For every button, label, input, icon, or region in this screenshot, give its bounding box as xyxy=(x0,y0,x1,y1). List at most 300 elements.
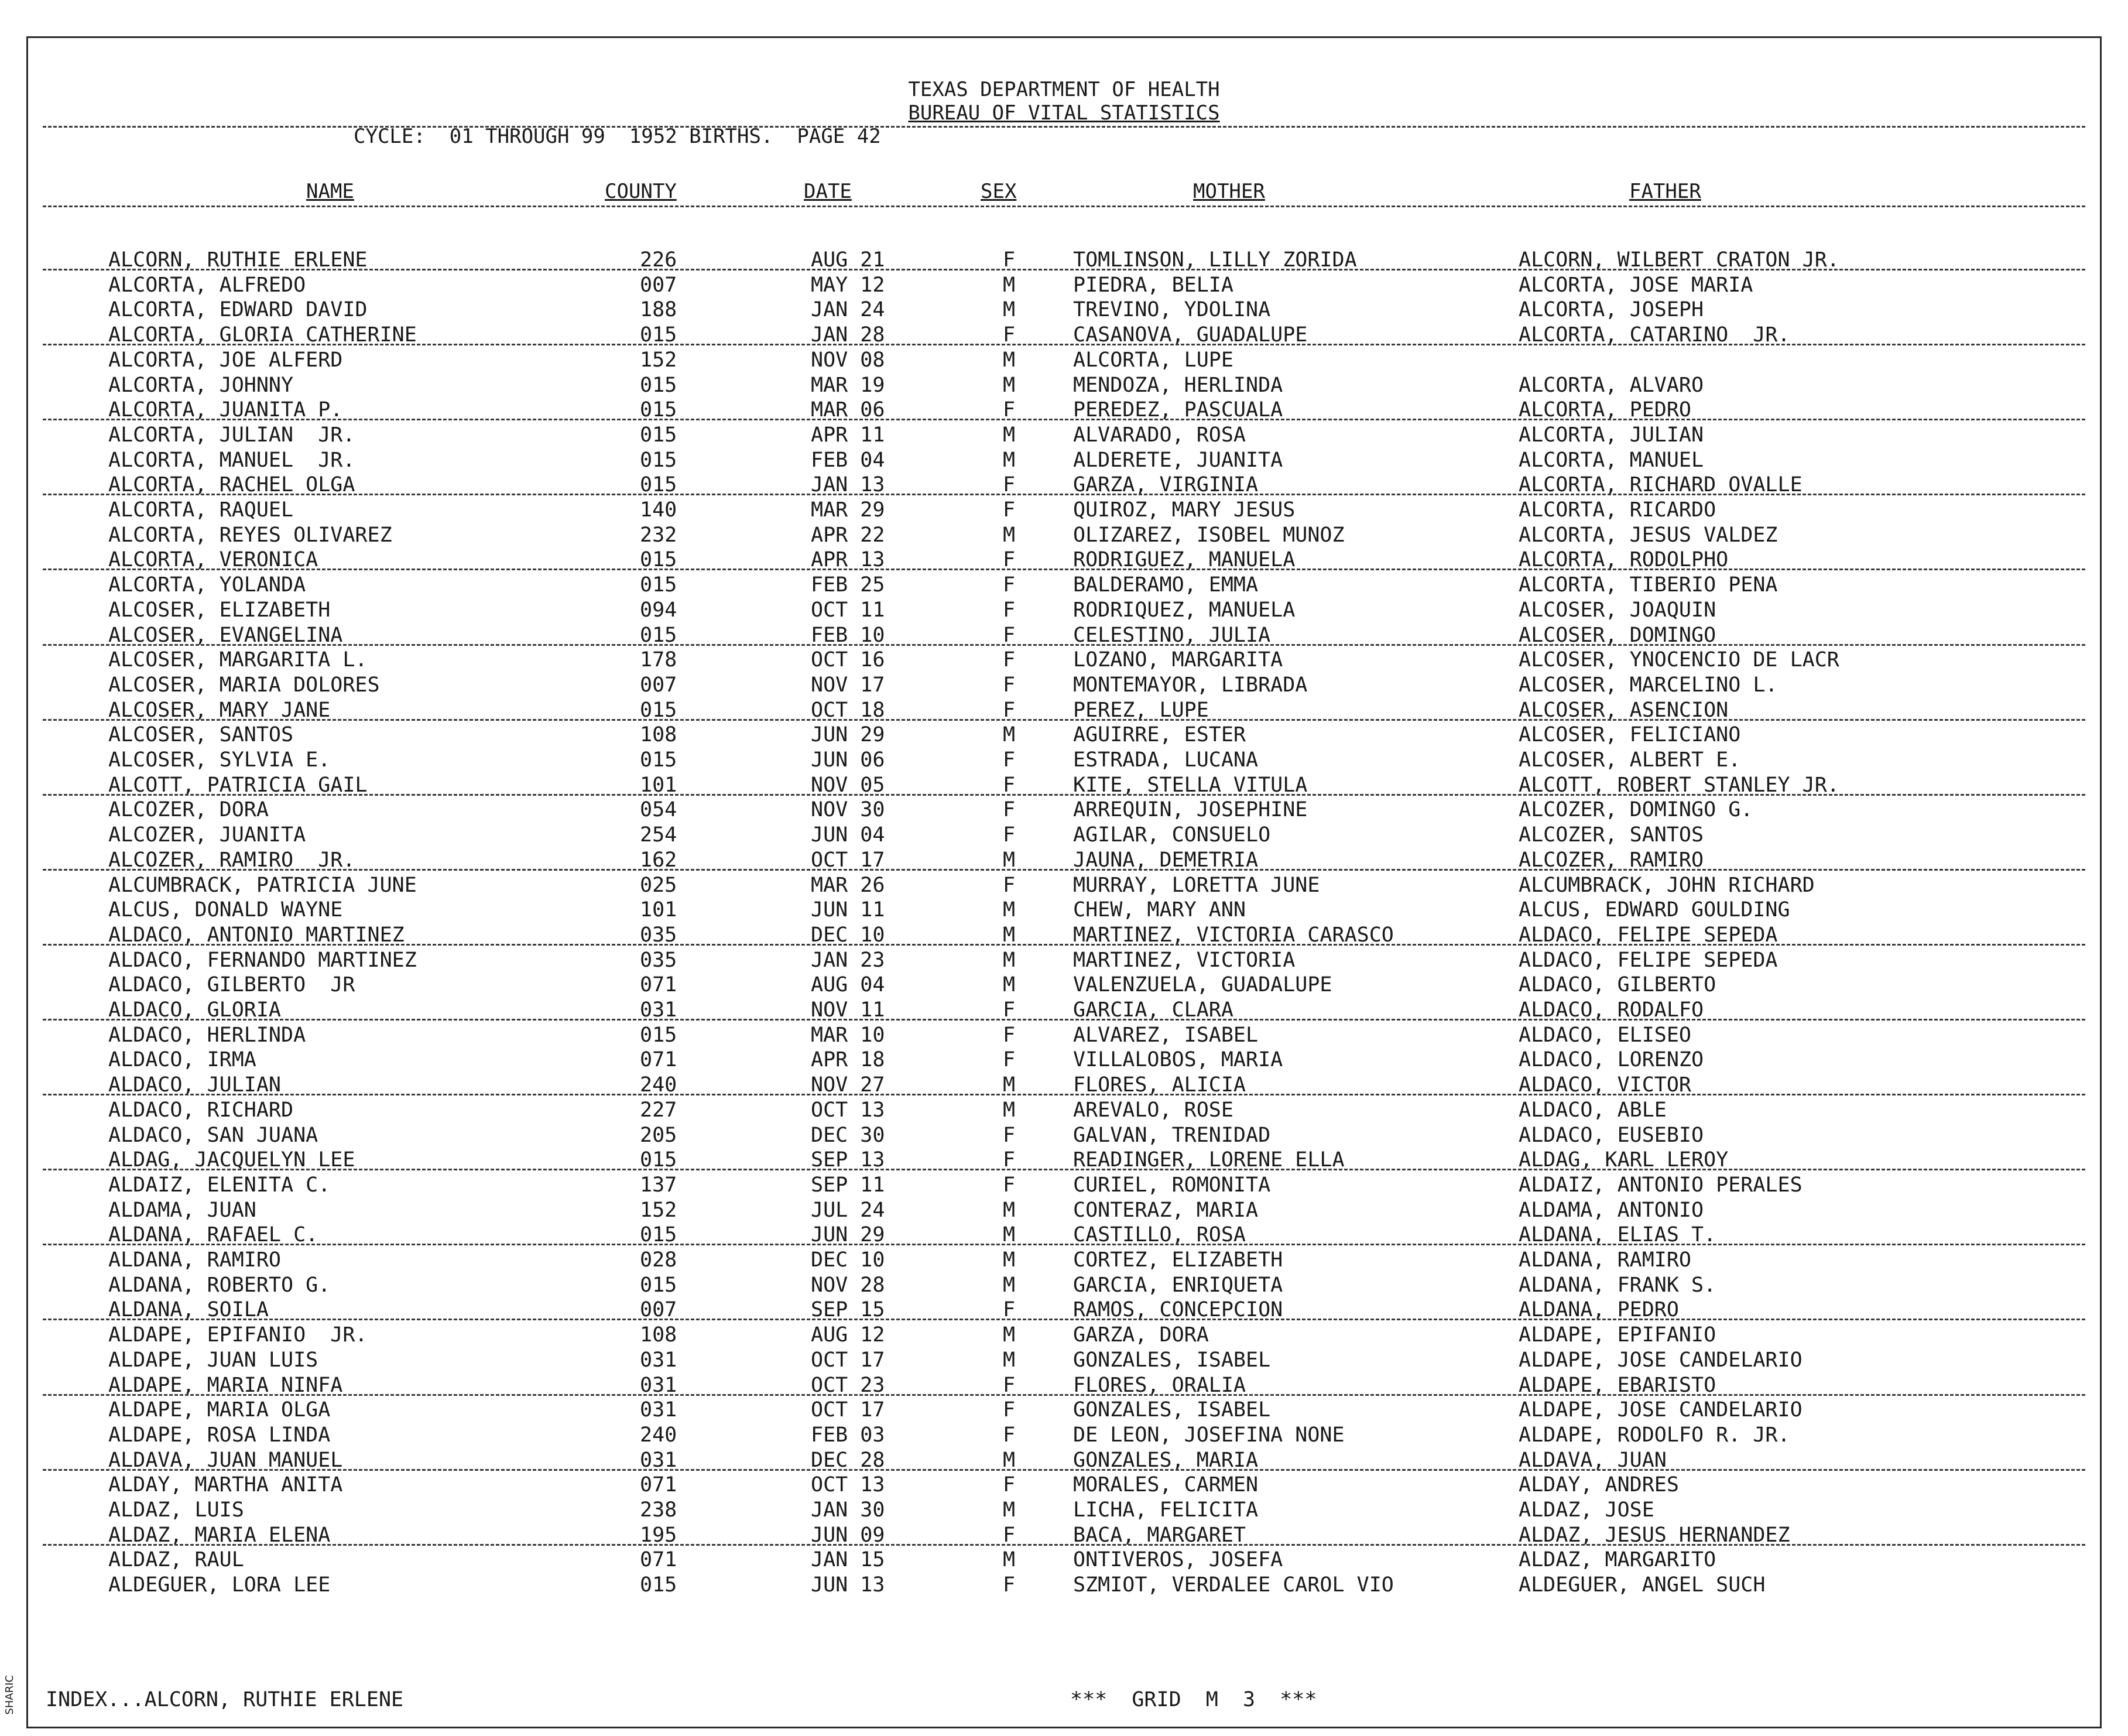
cell-name: ALDAIZ, ELENITA C. xyxy=(108,1173,331,1197)
cell-sex: M xyxy=(1003,1548,1016,1572)
cell-mother: MARTINEZ, VICTORIA CARASCO xyxy=(1073,923,1394,947)
cell-county: 025 xyxy=(640,873,677,897)
dashed-rule xyxy=(43,126,2085,128)
cell-sex: F xyxy=(1003,798,1016,822)
cell-county: 015 xyxy=(640,573,677,597)
cell-father: ALCORN, WILBERT CRATON JR. xyxy=(1519,248,1839,272)
cell-mother: RODRIQUEZ, MANUELA xyxy=(1073,598,1296,622)
cell-name: ALCORTA, JOE ALFERD xyxy=(108,348,343,372)
cell-mother: VALENZUELA, GUADALUPE xyxy=(1073,973,1332,997)
cell-father: ALCORTA, RODOLPHO xyxy=(1519,548,1729,572)
cell-mother: GONZALES, MARIA xyxy=(1073,1448,1259,1472)
cell-name: ALDAZ, LUIS xyxy=(108,1498,244,1522)
cell-mother: ALDERETE, JUANITA xyxy=(1073,448,1283,472)
cell-mother: LICHA, FELICITA xyxy=(1073,1498,1259,1522)
cell-date: NOV 17 xyxy=(811,673,885,697)
cell-name: ALDACO, RICHARD xyxy=(108,1098,294,1122)
dashed-rule xyxy=(43,1094,2085,1095)
cell-mother: CURIEL, ROMONITA xyxy=(1073,1173,1271,1197)
cell-county: 031 xyxy=(640,1348,677,1372)
cell-county: 178 xyxy=(640,648,677,672)
cell-date: JUN 06 xyxy=(811,748,885,772)
cell-sex: M xyxy=(1003,523,1016,547)
cell-date: OCT 17 xyxy=(811,848,885,872)
cell-father: ALDANA, ELIAS T. xyxy=(1519,1223,1716,1247)
cell-name: ALDACO, GILBERTO JR xyxy=(108,973,355,997)
cell-father: ALCORTA, RICARDO xyxy=(1519,498,1716,522)
cell-mother: FLORES, ORALIA xyxy=(1073,1373,1246,1397)
cell-mother: ALVARADO, ROSA xyxy=(1073,423,1246,447)
cell-name: ALCORTA, RACHEL OLGA xyxy=(108,473,355,497)
side-label: SHARIC xyxy=(4,1675,16,1715)
cell-father: ALDAZ, MARGARITO xyxy=(1519,1548,1716,1572)
cell-mother: PEREDEZ, PASCUALA xyxy=(1073,398,1283,422)
cell-name: ALCOSER, SANTOS xyxy=(108,723,294,747)
cell-date: APR 22 xyxy=(811,523,885,547)
cell-date: MAY 12 xyxy=(811,273,885,297)
cell-sex: M xyxy=(1003,1073,1016,1097)
cell-county: 015 xyxy=(640,323,677,347)
cell-mother: GARZA, DORA xyxy=(1073,1323,1209,1347)
cell-father: ALCOSER, DOMINGO xyxy=(1519,623,1716,647)
cell-date: OCT 23 xyxy=(811,1373,885,1397)
cell-county: 071 xyxy=(640,973,677,997)
agency-title: TEXAS DEPARTMENT OF HEALTH xyxy=(908,78,1220,101)
dashed-rule xyxy=(43,1469,2085,1471)
cell-mother: LOZANO, MARGARITA xyxy=(1073,648,1283,672)
cell-county: 238 xyxy=(640,1498,677,1522)
cell-mother: JAUNA, DEMETRIA xyxy=(1073,848,1259,872)
cell-father: ALCOSER, FELICIANO xyxy=(1519,723,1741,747)
dashed-rule xyxy=(43,1544,2085,1546)
cell-county: 031 xyxy=(640,1373,677,1397)
cell-county: 015 xyxy=(640,398,677,422)
cell-father: ALDACO, ELISEO xyxy=(1519,1023,1692,1047)
cell-county: 035 xyxy=(640,923,677,947)
cell-name: ALDAZ, MARIA ELENA xyxy=(108,1523,331,1547)
cell-mother: CHEW, MARY ANN xyxy=(1073,898,1246,922)
cell-date: JAN 30 xyxy=(811,1498,885,1522)
cell-father: ALDAZ, JOSE xyxy=(1519,1498,1654,1522)
dashed-rule xyxy=(43,794,2085,796)
cell-county: 152 xyxy=(640,348,677,372)
cell-mother: SZMIOT, VERDALEE CAROL VIO xyxy=(1073,1573,1394,1597)
cell-county: 205 xyxy=(640,1123,677,1147)
cell-sex: M xyxy=(1003,1223,1016,1247)
cell-father: ALCORTA, ALVARO xyxy=(1519,373,1704,397)
dashed-rule xyxy=(43,719,2085,721)
cell-name: ALCOZER, JUANITA xyxy=(108,823,306,847)
cell-date: MAR 06 xyxy=(811,398,885,422)
cell-father: ALCOSER, YNOCENCIO DE LACR xyxy=(1519,648,1839,672)
cell-county: 137 xyxy=(640,1173,677,1197)
cell-name: ALDAPE, JUAN LUIS xyxy=(108,1348,318,1372)
cell-county: 015 xyxy=(640,423,677,447)
cell-county: 226 xyxy=(640,248,677,272)
cell-mother: PIEDRA, BELIA xyxy=(1073,273,1233,297)
cell-sex: F xyxy=(1003,548,1016,572)
dashed-rule xyxy=(43,1319,2085,1320)
cell-name: ALCOSER, MARIA DOLORES xyxy=(108,673,380,697)
column-header-father: FATHER xyxy=(1629,180,1701,203)
bureau-title: BUREAU OF VITAL STATISTICS xyxy=(908,101,1220,125)
cell-name: ALDACO, HERLINDA xyxy=(108,1023,306,1047)
cell-county: 195 xyxy=(640,1523,677,1547)
cell-name: ALDANA, RAFAEL C. xyxy=(108,1223,318,1247)
cell-mother: BACA, MARGARET xyxy=(1073,1523,1246,1547)
cell-date: AUG 04 xyxy=(811,973,885,997)
cell-name: ALDAG, JACQUELYN LEE xyxy=(108,1148,355,1172)
cell-mother: MURRAY, LORETTA JUNE xyxy=(1073,873,1320,897)
cell-name: ALDAY, MARTHA ANITA xyxy=(108,1473,343,1497)
cell-date: OCT 18 xyxy=(811,698,885,722)
cell-date: DEC 30 xyxy=(811,1123,885,1147)
cell-name: ALDAPE, EPIFANIO JR. xyxy=(108,1323,368,1347)
cell-county: 071 xyxy=(640,1473,677,1497)
cell-mother: AGUIRRE, ESTER xyxy=(1073,723,1246,747)
cell-name: ALCORTA, VERONICA xyxy=(108,548,318,572)
cell-father: ALDAPE, EBARISTO xyxy=(1519,1373,1716,1397)
cell-father: ALDAY, ANDRES xyxy=(1519,1473,1679,1497)
dashed-rule xyxy=(43,944,2085,946)
cell-sex: F xyxy=(1003,1048,1016,1072)
cell-father: ALDACO, LORENZO xyxy=(1519,1048,1704,1072)
cell-date: NOV 11 xyxy=(811,998,885,1022)
cell-father: ALCORTA, CATARINO JR. xyxy=(1519,323,1790,347)
cell-date: DEC 28 xyxy=(811,1448,885,1472)
cell-name: ALDAPE, MARIA OLGA xyxy=(108,1398,331,1422)
cell-name: ALDANA, SOILA xyxy=(108,1298,269,1322)
cell-sex: F xyxy=(1003,1373,1016,1397)
cell-father: ALCORTA, JESUS VALDEZ xyxy=(1519,523,1778,547)
cell-county: 071 xyxy=(640,1548,677,1572)
cell-sex: M xyxy=(1003,1248,1016,1272)
cell-mother: FLORES, ALICIA xyxy=(1073,1073,1246,1097)
cell-mother: DE LEON, JOSEFINA NONE xyxy=(1073,1423,1345,1447)
cell-father: ALDANA, FRANK S. xyxy=(1519,1273,1716,1297)
cell-sex: M xyxy=(1003,348,1016,372)
cell-mother: AREVALO, ROSE xyxy=(1073,1098,1233,1122)
cell-name: ALCOZER, RAMIRO JR. xyxy=(108,848,355,872)
cell-father: ALDACO, VICTOR xyxy=(1519,1073,1692,1097)
document-page xyxy=(4,36,2102,1728)
cell-father: ALDAZ, JESUS HERNANDEZ xyxy=(1519,1523,1790,1547)
cell-mother: ALCORTA, LUPE xyxy=(1073,348,1233,372)
cell-date: AUG 12 xyxy=(811,1323,885,1347)
cell-county: 015 xyxy=(640,748,677,772)
cell-county: 031 xyxy=(640,1448,677,1472)
cell-date: JUN 13 xyxy=(811,1573,885,1597)
cell-sex: M xyxy=(1003,1498,1016,1522)
cell-county: 007 xyxy=(640,1298,677,1322)
cell-name: ALDAVA, JUAN MANUEL xyxy=(108,1448,343,1472)
cell-mother: CASANOVA, GUADALUPE xyxy=(1073,323,1308,347)
cell-sex: F xyxy=(1003,748,1016,772)
cell-father: ALDACO, EUSEBIO xyxy=(1519,1123,1704,1147)
cell-name: ALCOSER, MARY JANE xyxy=(108,698,331,722)
cell-father: ALDANA, RAMIRO xyxy=(1519,1248,1692,1272)
cell-sex: F xyxy=(1003,998,1016,1022)
cell-name: ALCOTT, PATRICIA GAIL xyxy=(108,773,368,797)
cell-father: ALCORTA, TIBERIO PENA xyxy=(1519,573,1778,597)
cell-sex: M xyxy=(1003,1448,1016,1472)
cell-date: JUN 04 xyxy=(811,823,885,847)
cell-name: ALCORTA, JOHNNY xyxy=(108,373,294,397)
cell-mother: CONTERAZ, MARIA xyxy=(1073,1198,1259,1222)
cell-county: 028 xyxy=(640,1248,677,1272)
cell-sex: F xyxy=(1003,698,1016,722)
cell-date: JUL 24 xyxy=(811,1198,885,1222)
cell-father: ALCOZER, DOMINGO G. xyxy=(1519,798,1753,822)
cell-father: ALCOTT, ROBERT STANLEY JR. xyxy=(1519,773,1839,797)
cell-sex: F xyxy=(1003,1148,1016,1172)
dashed-rule xyxy=(43,344,2085,345)
cell-date: JAN 13 xyxy=(811,473,885,497)
cell-sex: F xyxy=(1003,773,1016,797)
cell-county: 015 xyxy=(640,1573,677,1597)
cell-sex: F xyxy=(1003,1023,1016,1047)
cell-name: ALDACO, SAN JUANA xyxy=(108,1123,318,1147)
cell-father: ALDAG, KARL LEROY xyxy=(1519,1148,1729,1172)
cell-sex: F xyxy=(1003,398,1016,422)
index-footer: INDEX...ALCORN, RUTHIE ERLENE xyxy=(46,1688,404,1711)
cell-date: DEC 10 xyxy=(811,1248,885,1272)
cell-county: 140 xyxy=(640,498,677,522)
cell-father: ALCOSER, JOAQUIN xyxy=(1519,598,1716,622)
cell-father: ALDAPE, RODOLFO R. JR. xyxy=(1519,1423,1790,1447)
cell-sex: M xyxy=(1003,1098,1016,1122)
cell-date: OCT 17 xyxy=(811,1398,885,1422)
cell-name: ALCOSER, EVANGELINA xyxy=(108,623,343,647)
cell-sex: M xyxy=(1003,423,1016,447)
cell-sex: M xyxy=(1003,1198,1016,1222)
cell-county: 015 xyxy=(640,373,677,397)
cell-mother: GONZALES, ISABEL xyxy=(1073,1348,1271,1372)
cell-name: ALCOSER, SYLVIA E. xyxy=(108,748,331,772)
cell-date: MAR 10 xyxy=(811,1023,885,1047)
cell-county: 240 xyxy=(640,1073,677,1097)
cell-date: APR 18 xyxy=(811,1048,885,1072)
cell-father: ALCUS, EDWARD GOULDING xyxy=(1519,898,1790,922)
cell-date: SEP 11 xyxy=(811,1173,885,1197)
cell-date: NOV 30 xyxy=(811,798,885,822)
cell-sex: F xyxy=(1003,1298,1016,1322)
cell-county: 015 xyxy=(640,473,677,497)
cell-father: ALDANA, PEDRO xyxy=(1519,1298,1679,1322)
cell-sex: M xyxy=(1003,973,1016,997)
cell-sex: F xyxy=(1003,1473,1016,1497)
cell-father: ALCORTA, RICHARD OVALLE xyxy=(1519,473,1803,497)
column-header-name: NAME xyxy=(306,180,354,203)
cell-sex: M xyxy=(1003,923,1016,947)
cell-mother: QUIROZ, MARY JESUS xyxy=(1073,498,1296,522)
cell-county: 015 xyxy=(640,1273,677,1297)
column-header-mother: MOTHER xyxy=(1193,180,1265,203)
cell-mother: AGILAR, CONSUELO xyxy=(1073,823,1271,847)
cell-sex: M xyxy=(1003,448,1016,472)
cell-sex: F xyxy=(1003,823,1016,847)
cell-father: ALDAMA, ANTONIO xyxy=(1519,1198,1704,1222)
cell-father: ALCORTA, JULIAN xyxy=(1519,423,1704,447)
cell-date: MAR 26 xyxy=(811,873,885,897)
cell-name: ALDAPE, MARIA NINFA xyxy=(108,1373,343,1397)
dashed-rule xyxy=(43,206,2085,207)
cell-mother: CORTEZ, ELIZABETH xyxy=(1073,1248,1283,1272)
cell-sex: M xyxy=(1003,1273,1016,1297)
column-header-county: COUNTY xyxy=(605,180,677,203)
dashed-rule xyxy=(43,419,2085,420)
cell-county: 240 xyxy=(640,1423,677,1447)
cell-county: 015 xyxy=(640,1148,677,1172)
cell-mother: READINGER, LORENE ELLA xyxy=(1073,1148,1345,1172)
cell-sex: F xyxy=(1003,873,1016,897)
cell-county: 035 xyxy=(640,948,677,972)
cell-father: ALDACO, RODALFO xyxy=(1519,998,1704,1022)
cell-date: JUN 09 xyxy=(811,1523,885,1547)
cell-county: 188 xyxy=(640,298,677,322)
cell-father: ALDACO, GILBERTO xyxy=(1519,973,1716,997)
cell-name: ALDANA, RAMIRO xyxy=(108,1248,282,1272)
cell-sex: F xyxy=(1003,498,1016,522)
cell-mother: MARTINEZ, VICTORIA xyxy=(1073,948,1296,972)
cell-county: 071 xyxy=(640,1048,677,1072)
cell-name: ALDAZ, RAUL xyxy=(108,1548,244,1572)
cell-county: 101 xyxy=(640,898,677,922)
cell-mother: OLIZAREZ, ISOBEL MUNOZ xyxy=(1073,523,1345,547)
cell-county: 162 xyxy=(640,848,677,872)
cell-mother: RODRIGUEZ, MANUELA xyxy=(1073,548,1296,572)
cell-mother: PEREZ, LUPE xyxy=(1073,698,1209,722)
dashed-rule xyxy=(43,1169,2085,1170)
cell-mother: MORALES, CARMEN xyxy=(1073,1473,1259,1497)
cell-date: MAR 29 xyxy=(811,498,885,522)
cell-name: ALCORTA, GLORIA CATHERINE xyxy=(108,323,417,347)
cell-date: FEB 04 xyxy=(811,448,885,472)
cell-mother: MENDOZA, HERLINDA xyxy=(1073,373,1283,397)
cell-name: ALCORTA, MANUEL JR. xyxy=(108,448,355,472)
cell-mother: TOMLINSON, LILLY ZORIDA xyxy=(1073,248,1357,272)
cell-date: NOV 08 xyxy=(811,348,885,372)
cell-county: 108 xyxy=(640,1323,677,1347)
cell-county: 254 xyxy=(640,823,677,847)
cell-mother: GARCIA, ENRIQUETA xyxy=(1073,1273,1283,1297)
cell-date: MAR 19 xyxy=(811,373,885,397)
cell-name: ALDAPE, ROSA LINDA xyxy=(108,1423,331,1447)
cell-county: 015 xyxy=(640,698,677,722)
cell-sex: F xyxy=(1003,673,1016,697)
cell-date: JAN 28 xyxy=(811,323,885,347)
cell-sex: F xyxy=(1003,1573,1016,1597)
cell-date: NOV 27 xyxy=(811,1073,885,1097)
cycle-line: CYCLE: 01 THROUGH 99 1952 BIRTHS. PAGE 42 xyxy=(354,125,881,148)
cell-name: ALDEGUER, LORA LEE xyxy=(108,1573,331,1597)
cell-name: ALDACO, IRMA xyxy=(108,1048,256,1072)
cell-sex: M xyxy=(1003,848,1016,872)
cell-date: OCT 13 xyxy=(811,1098,885,1122)
cell-sex: F xyxy=(1003,1423,1016,1447)
cell-mother: GARCIA, CLARA xyxy=(1073,998,1233,1022)
cell-name: ALCOSER, MARGARITA L. xyxy=(108,648,368,672)
cell-county: 108 xyxy=(640,723,677,747)
cell-name: ALDANA, ROBERTO G. xyxy=(108,1273,331,1297)
cell-father: ALCORTA, JOSEPH xyxy=(1519,298,1704,322)
cell-county: 015 xyxy=(640,548,677,572)
cell-date: SEP 13 xyxy=(811,1148,885,1172)
cell-county: 007 xyxy=(640,273,677,297)
cell-name: ALCORTA, REYES OLIVAREZ xyxy=(108,523,392,547)
cell-date: NOV 05 xyxy=(811,773,885,797)
cell-county: 007 xyxy=(640,673,677,697)
cell-county: 015 xyxy=(640,1023,677,1047)
cell-date: OCT 13 xyxy=(811,1473,885,1497)
cell-sex: M xyxy=(1003,273,1016,297)
cell-sex: M xyxy=(1003,948,1016,972)
cell-mother: GARZA, VIRGINIA xyxy=(1073,473,1259,497)
cell-sex: M xyxy=(1003,898,1016,922)
cell-mother: ALVAREZ, ISABEL xyxy=(1073,1023,1259,1047)
dashed-rule xyxy=(43,1019,2085,1021)
cell-name: ALCORTA, RAQUEL xyxy=(108,498,294,522)
cell-mother: MONTEMAYOR, LIBRADA xyxy=(1073,673,1308,697)
cell-date: APR 11 xyxy=(811,423,885,447)
dashed-rule xyxy=(43,569,2085,570)
cell-sex: M xyxy=(1003,298,1016,322)
cell-father: ALCORTA, PEDRO xyxy=(1519,398,1692,422)
cell-sex: F xyxy=(1003,1523,1016,1547)
cell-county: 227 xyxy=(640,1098,677,1122)
cell-father: ALDEGUER, ANGEL SUCH xyxy=(1519,1573,1766,1597)
cell-father: ALDACO, ABLE xyxy=(1519,1098,1667,1122)
cell-name: ALCORN, RUTHIE ERLENE xyxy=(108,248,368,272)
cell-name: ALDAMA, JUAN xyxy=(108,1198,256,1222)
cell-county: 232 xyxy=(640,523,677,547)
cell-name: ALCUS, DONALD WAYNE xyxy=(108,898,343,922)
column-header-date: DATE xyxy=(804,180,852,203)
dashed-rule xyxy=(43,494,2085,495)
cell-name: ALCORTA, JULIAN JR. xyxy=(108,423,355,447)
cell-father: ALCORTA, JOSE MARIA xyxy=(1519,273,1753,297)
cell-name: ALCUMBRACK, PATRICIA JUNE xyxy=(108,873,417,897)
cell-sex: M xyxy=(1003,723,1016,747)
cell-date: NOV 28 xyxy=(811,1273,885,1297)
grid-footer: *** GRID M 3 *** xyxy=(1070,1688,1317,1711)
cell-name: ALCORTA, JUANITA P. xyxy=(108,398,343,422)
cell-sex: F xyxy=(1003,1123,1016,1147)
cell-date: JAN 15 xyxy=(811,1548,885,1572)
cell-mother: TREVINO, YDOLINA xyxy=(1073,298,1271,322)
cell-date: DEC 10 xyxy=(811,923,885,947)
cell-mother: BALDERAMO, EMMA xyxy=(1073,573,1259,597)
cell-father: ALDAVA, JUAN xyxy=(1519,1448,1667,1472)
dashed-rule xyxy=(43,1244,2085,1245)
cell-sex: F xyxy=(1003,1173,1016,1197)
cell-county: 015 xyxy=(640,448,677,472)
cell-date: JUN 11 xyxy=(811,898,885,922)
cell-name: ALCORTA, ALFREDO xyxy=(108,273,306,297)
cell-mother: CASTILLO, ROSA xyxy=(1073,1223,1246,1247)
cell-county: 054 xyxy=(640,798,677,822)
cell-father: ALDAIZ, ANTONIO PERALES xyxy=(1519,1173,1803,1197)
cell-father: ALCUMBRACK, JOHN RICHARD xyxy=(1519,873,1815,897)
cell-father: ALCOZER, SANTOS xyxy=(1519,823,1704,847)
cell-father: ALDAPE, JOSE CANDELARIO xyxy=(1519,1348,1803,1372)
cell-sex: F xyxy=(1003,1398,1016,1422)
cell-father: ALCOZER, RAMIRO xyxy=(1519,848,1704,872)
cell-date: OCT 16 xyxy=(811,648,885,672)
dashed-rule xyxy=(43,1394,2085,1396)
cell-name: ALCORTA, EDWARD DAVID xyxy=(108,298,368,322)
dashed-rule xyxy=(43,869,2085,871)
